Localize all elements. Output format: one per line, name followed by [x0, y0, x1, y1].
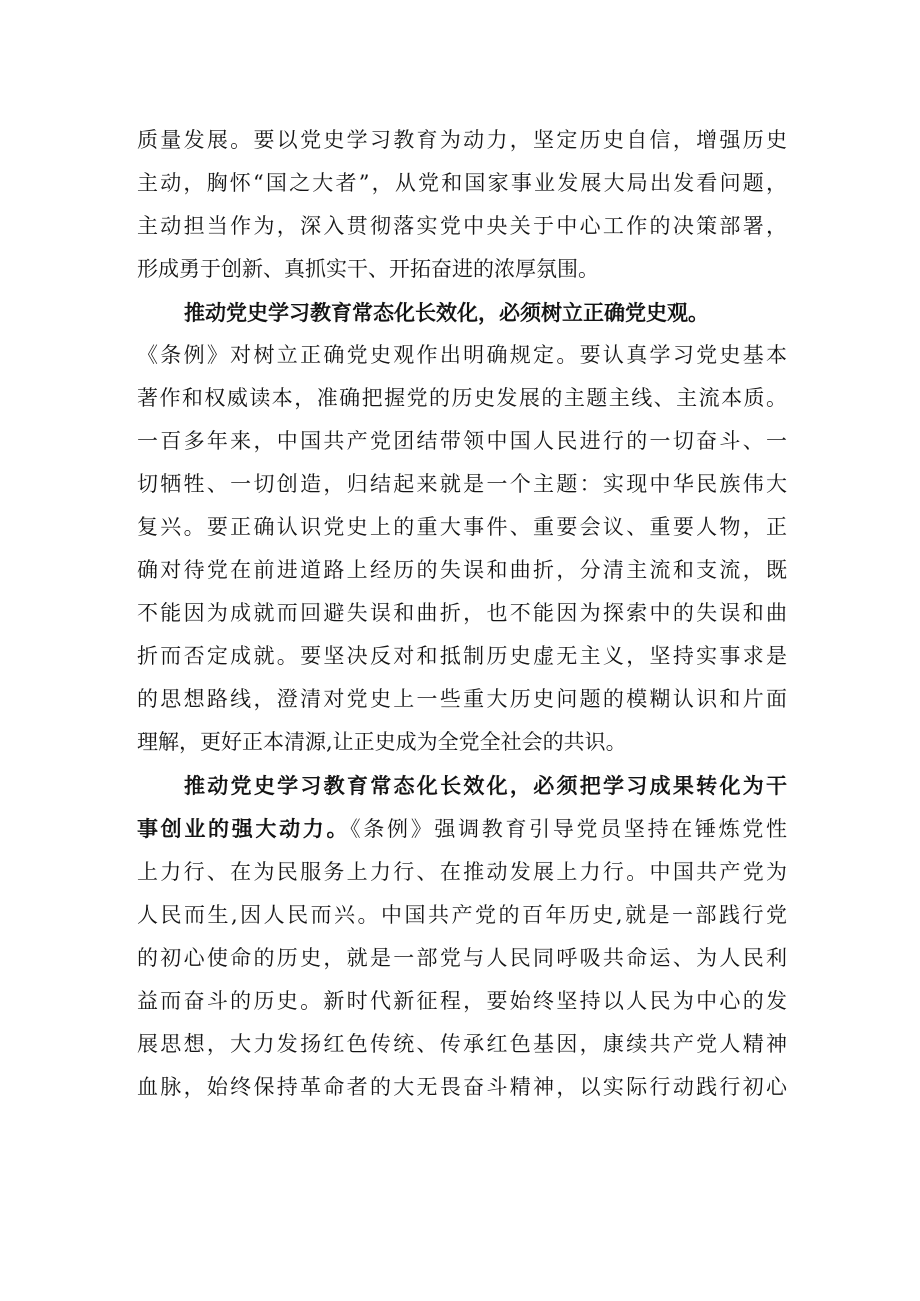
section-heading: [184, 293, 787, 333]
section-heading-text: 推动党史学习教育常态化长效化，必须树立正确党史观。: [184, 301, 709, 325]
body-text-line: 上力行、在为民服务上力行、在推动发展上力行。中国共产党为: [137, 860, 787, 884]
body-text-line: 的初心使命的历史，就是一部党与人民同呼吸共命运、为人民利: [137, 946, 787, 970]
body-text-line: [137, 809, 787, 849]
body-text-line: 主动，胸怀“国之大者”，从党和国家事业发展大局出发看问题，: [137, 171, 787, 195]
body-text-line: 益而奋斗的历史。新时代新征程，要始终坚持以人民为中心的发: [137, 989, 787, 1013]
body-text-line: 的思想路线，澄清对党史上一些重大历史问题的模糊认识和片面: [137, 687, 787, 711]
section-heading-text: 事创业的强大动力。: [137, 817, 351, 841]
body-text-line: 展思想，大力发扬红色传统、传承红色基因，康续共产党人精神: [137, 1032, 787, 1056]
body-text-line: 主动担当作为，深入贯彻落实党中央关于中心工作的决策部署，: [137, 214, 787, 238]
body-text-line: 理解，更好正本清源,让正史成为全党全社会的共识。: [137, 730, 627, 754]
body-text-line: 血脉，始终保持革命者的大无畏奋斗精神，以实际行动践行初心: [137, 1075, 787, 1099]
body-text-line: 折而否定成就。要坚决反对和抵制历史虚无主义，坚持实事求是: [137, 644, 787, 668]
body-text-fragment: 《条例》强调教育引导党员坚持在锤炼党性: [350, 817, 787, 841]
body-text-line: 人民而生,因人民而兴。中国共产党的百年历史,就是一部践行党: [137, 903, 787, 927]
section-heading: [184, 766, 787, 806]
body-text-line: 确对待党在前进道路上经历的失误和曲折，分清主流和支流，既: [137, 558, 787, 582]
body-text-line: 质量发展。要以党史学习教育为动力，坚定历史自信，增强历史: [137, 128, 787, 152]
body-text-line: 形成勇于创新、真抓实干、开拓奋进的浓厚氛围。: [137, 257, 599, 281]
body-text-line: 不能因为成就而回避失误和曲折，也不能因为探索中的失误和曲: [137, 601, 787, 625]
body-text-line: 一百多年来，中国共产党团结带领中国人民进行的一切奋斗、一: [137, 429, 787, 453]
body-text-line: 著作和权威读本，准确把握党的历史发展的主题主线、主流本质。: [137, 386, 787, 410]
body-text-line: 切牺牲、一切创造，归结起来就是一个主题：实现中华民族伟大: [137, 472, 787, 496]
body-text-line: 复兴。要正确认识党史上的重大事件、重要会议、重要人物，正: [137, 515, 787, 539]
body-text-line: 《条例》对树立正确党史观作出明确规定。要认真学习党史基本: [137, 343, 787, 367]
section-heading-text: 推动党史学习教育常态化长效化，必须把学习成果转化为干: [184, 774, 787, 798]
